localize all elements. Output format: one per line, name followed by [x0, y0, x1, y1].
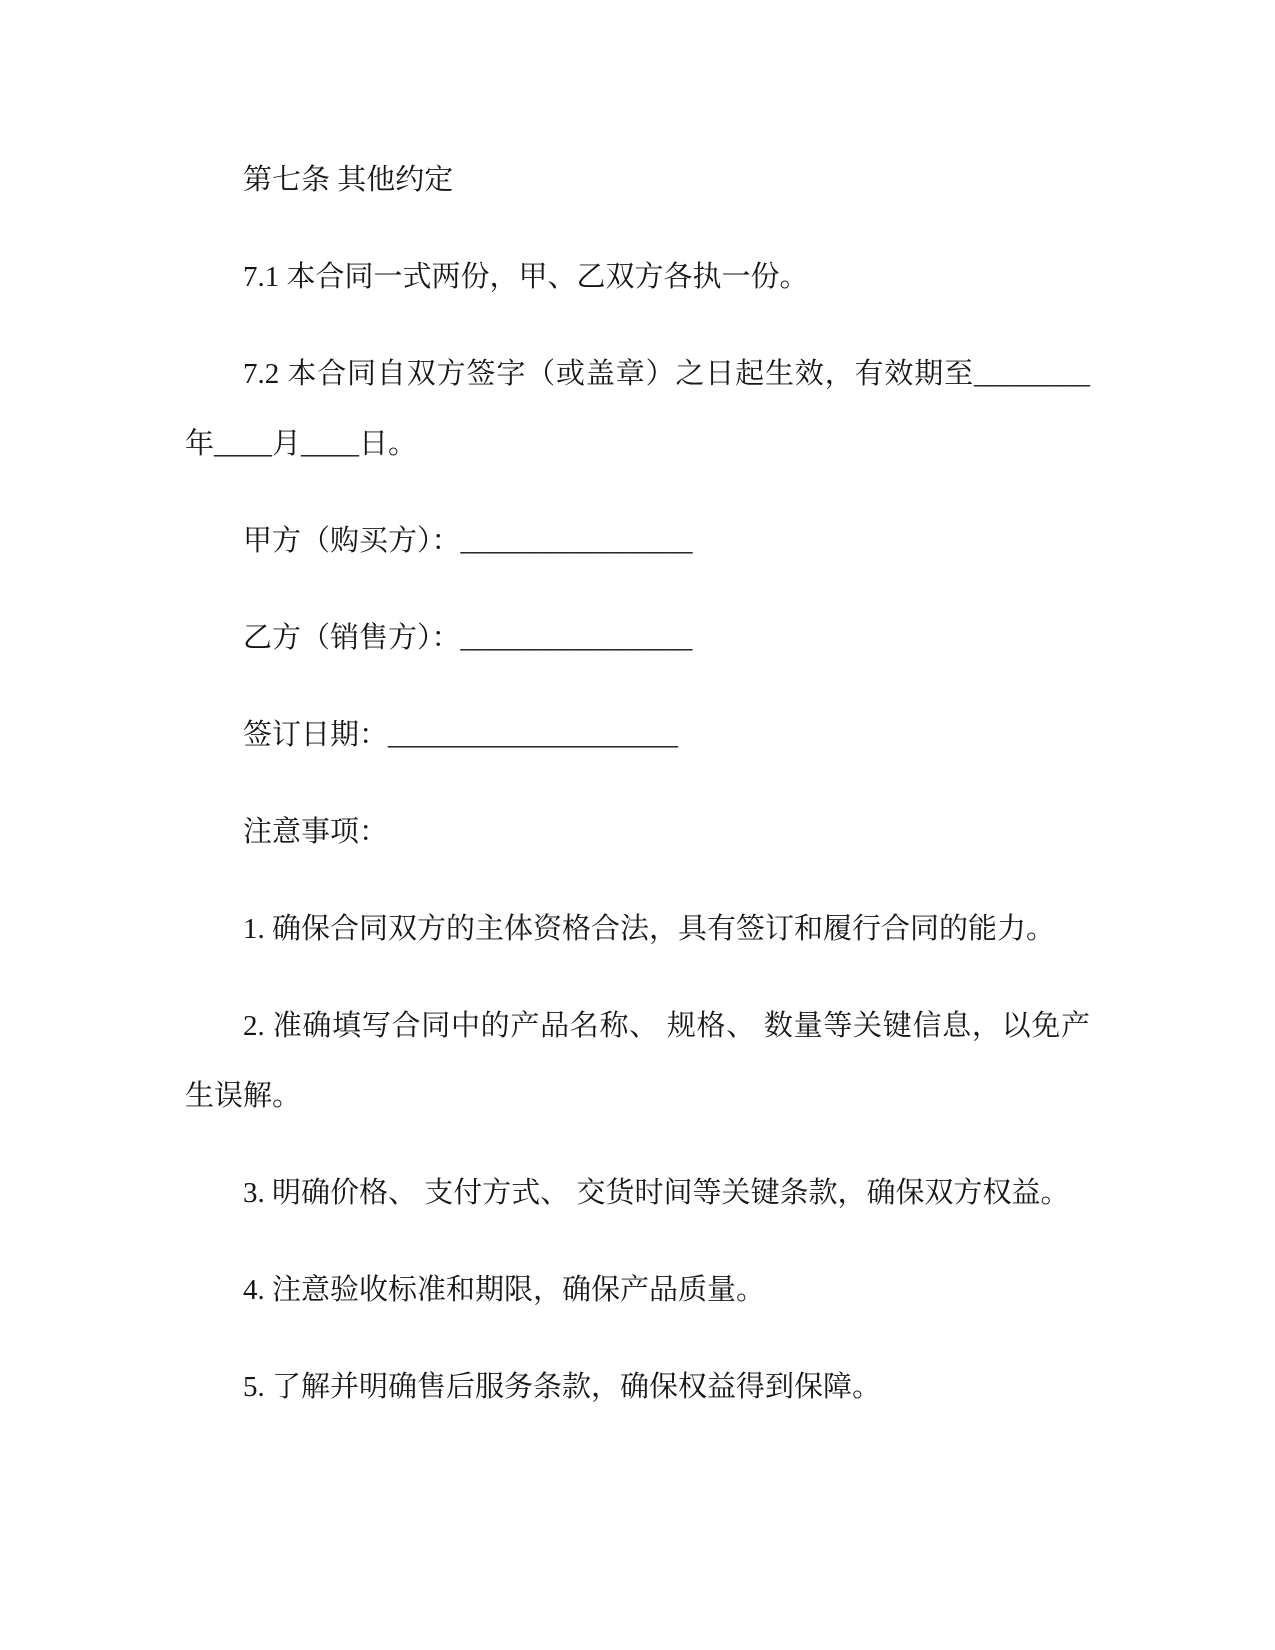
note-item-2: 2. 准确填写合同中的产品名称、 规格、 数量等关键信息，以免产生误解。 [185, 1010, 1090, 1112]
note-item-1: 1. 确保合同双方的主体资格合法，具有签订和履行合同的能力。 [243, 913, 1056, 945]
party-b-line: 乙方（销售方）：________________ [243, 622, 693, 654]
note-item-5: 5. 了解并明确售后服务条款，确保权益得到保障。 [243, 1371, 882, 1403]
article-heading: 第七条 其他约定 [243, 164, 454, 196]
sign-date-line: 签订日期：____________________ [243, 719, 679, 751]
party-a-line: 甲方（购买方）：________________ [243, 525, 693, 557]
clause-7-1: 7.1 本合同一式两份，甲、乙双方各执一份。 [243, 261, 809, 293]
notes-heading: 注意事项： [243, 816, 389, 848]
note-item-3: 3. 明确价格、 支付方式、 交货时间等关键条款，确保双方权益。 [243, 1177, 1070, 1209]
note-item-4: 4. 注意验收标准和期限，确保产品质量。 [243, 1274, 766, 1306]
clause-7-2: 7.2 本合同自双方签字（或盖章）之日起生效，有效期至________年____月____日。 [185, 358, 1090, 460]
